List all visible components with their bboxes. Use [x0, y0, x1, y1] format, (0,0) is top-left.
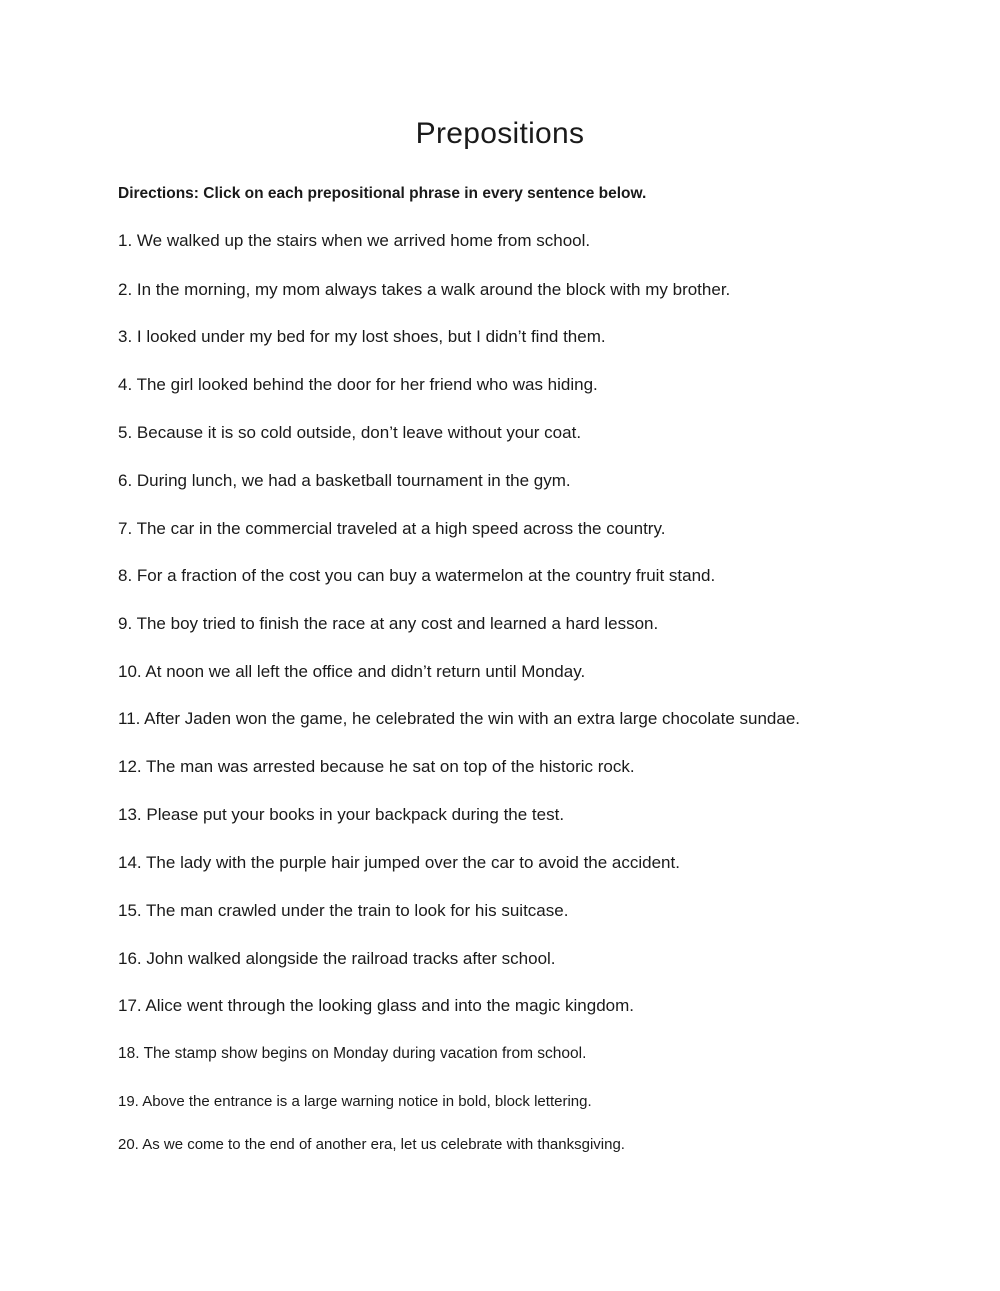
sentence-12[interactable]: 12. The man was arrested because he sat on top of the historic rock. [118, 757, 635, 776]
sentence-5[interactable]: 5. Because it is so cold outside, don’t leave without your coat. [118, 423, 582, 442]
sentence-13[interactable]: 13. Please put your books in your backpack during the test. [118, 805, 565, 824]
sentence-4[interactable]: 4. The girl looked behind the door for her friend who was hiding. [118, 375, 598, 394]
sentence-7[interactable]: 7. The car in the commercial traveled at a high speed across the country. [118, 519, 666, 538]
sentence-11[interactable]: 11. After Jaden won the game, he celebrated the win with an extra large chocolate sundae. [118, 709, 801, 728]
sentence-16[interactable]: 16. John walked alongside the railroad tracks after school. [118, 949, 556, 968]
sentence-20[interactable]: 20. As we come to the end of another era, let us celebrate with thanksgiving. [118, 1136, 625, 1153]
sentence-6[interactable]: 6. During lunch, we had a basketball tournament in the gym. [118, 471, 571, 490]
sentence-17[interactable]: 17. Alice went through the looking glass and into the magic kingdom. [118, 996, 634, 1015]
sentence-9[interactable]: 9. The boy tried to finish the race at any cost and learned a hard lesson. [118, 614, 659, 633]
sentence-15[interactable]: 15. The man crawled under the train to look for his suitcase. [118, 901, 569, 920]
sentence-10[interactable]: 10. At noon we all left the office and didn’t return until Monday. [118, 662, 586, 681]
page-title: Prepositions [415, 117, 585, 150]
sentence-1[interactable]: 1. We walked up the stairs when we arrived home from school. [118, 231, 591, 250]
sentence-2[interactable]: 2. In the morning, my mom always takes a walk around the block with my brother. [118, 280, 731, 299]
sentence-8[interactable]: 8. For a fraction of the cost you can buy a watermelon at the country fruit stand. [118, 566, 716, 585]
directions-text: Directions: Click on each prepositional phrase in every sentence below. [118, 185, 647, 202]
sentence-19[interactable]: 19. Above the entrance is a large warning notice in bold, block lettering. [118, 1093, 592, 1110]
sentence-18[interactable]: 18. The stamp show begins on Monday during vacation from school. [118, 1045, 587, 1062]
sentence-3[interactable]: 3. I looked under my bed for my lost shoes, but I didn’t find them. [118, 327, 606, 346]
sentence-14[interactable]: 14. The lady with the purple hair jumped over the car to avoid the accident. [118, 853, 680, 872]
